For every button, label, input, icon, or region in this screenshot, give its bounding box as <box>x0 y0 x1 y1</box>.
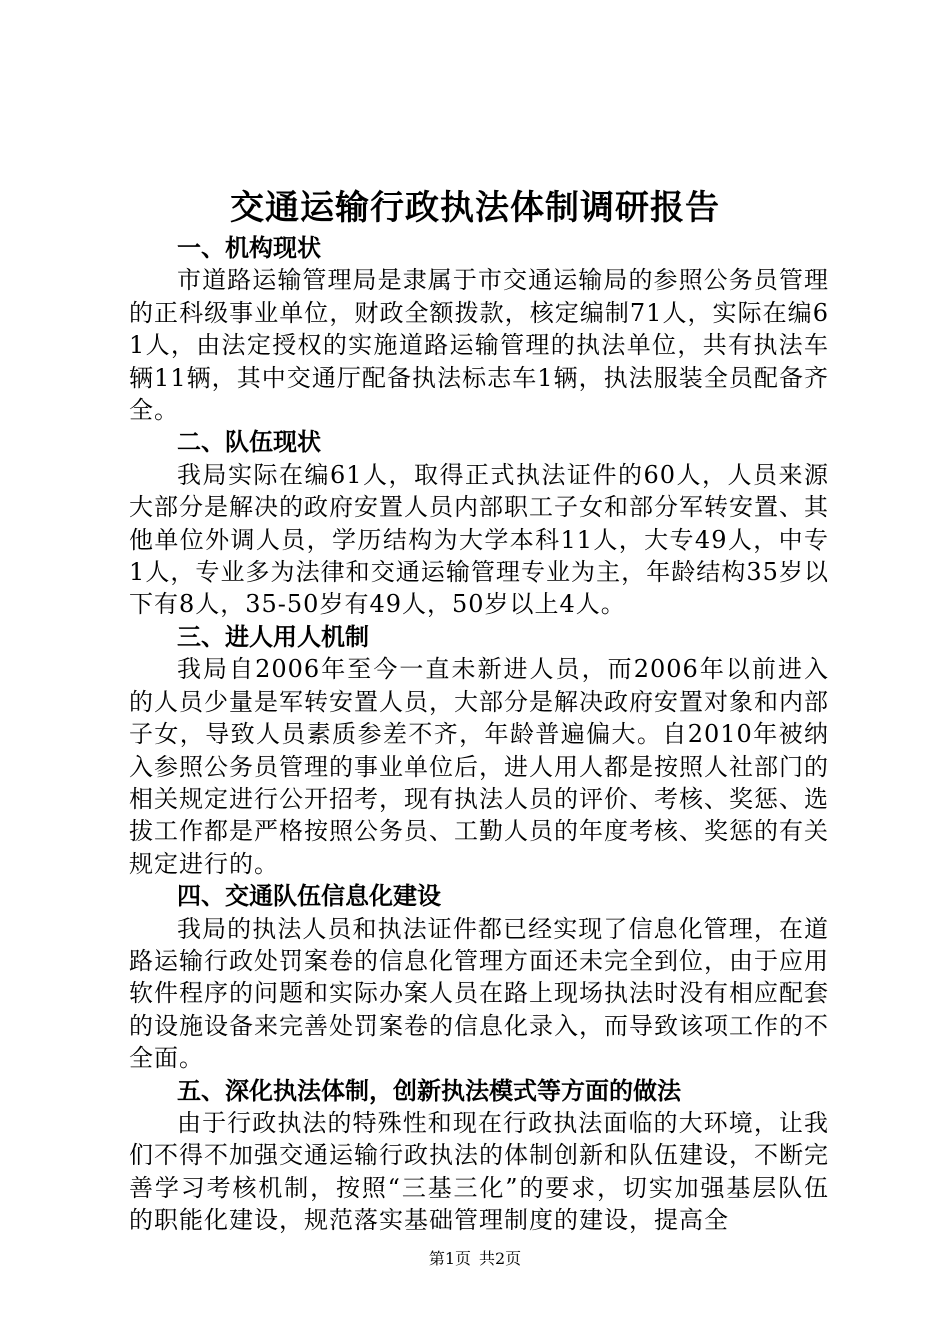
section-1 <box>129 232 829 426</box>
page-total: 共2页 <box>479 1249 522 1268</box>
page-number: 第1页 <box>428 1249 471 1268</box>
section-5 <box>129 1075 829 1237</box>
section-paragraph: 我局实际在编61人，取得正式执法证件的60人，人员来源大部分是解决的政府安置人员内部职工子女和部分军转安置、其他单位外调人员，学历结构为大学本科11人，大专49人，中专1人，专业多为法律和交通运输管理专业为主，年龄结构35岁以下有8人，35-50岁有49人，50岁以上4人。 <box>129 460 829 619</box>
section-2 <box>129 426 829 620</box>
document-title: 交通运输行政执法体制调研报告 <box>230 188 720 228</box>
section-heading: 三、进人用人机制 <box>177 622 369 651</box>
section-heading: 四、交通队伍信息化建设 <box>177 882 441 911</box>
section-paragraph: 我局的执法人员和执法证件都已经实现了信息化管理，在道路运输行政处罚案卷的信息化管理方面还未完全到位，由于应用软件程序的问题和实际办案人员在路上现场执法时没有相应配套的设施设备来完善处罚案卷的信息化录入，而导致该项工作的不全面。 <box>129 914 829 1073</box>
section-paragraph: 由于行政执法的特殊性和现在行政执法面临的大环境，让我们不得不加强交通运输行政执法的体制创新和队伍建设，不断完善学习考核机制，按照“三基三化”的要求，切实加强基层队伍的职能化建设，规范落实基础管理制度的建设，提高全 <box>129 1108 829 1235</box>
section-heading: 二、队伍现状 <box>177 428 321 457</box>
section-heading: 五、深化执法体制，创新执法模式等方面的做法 <box>177 1076 681 1105</box>
section-paragraph: 我局自2006年至今一直未新进人员，而2006年以前进入的人员少量是军转安置人员，大部分是解决政府安置对象和内部子女，导致人员素质参差不齐，年龄普遍偏大。自2010年被纳入参照公务员管理的事业单位后，进人用人都是按照人社部门的相关规定进行公开招考，现有执法人员的评价、考核、奖惩、选拔工作都是严格按照公务员、工勤人员的年度考核、奖惩的有关规定进行的。 <box>129 655 829 878</box>
section-heading: 一、机构现状 <box>177 234 321 262</box>
page-footer <box>0 1248 950 1270</box>
document-body <box>129 232 829 1237</box>
section-3 <box>129 621 829 880</box>
section-paragraph: 市道路运输管理局是隶属于市交通运输局的参照公务员管理的正科级事业单位，财政全额拨款，核定编制71人，实际在编61人，由法定授权的实施道路运输管理的执法单位，共有执法车辆11辆，其中交通厅配备执法标志车1辆，执法服装全员配备齐全。 <box>129 266 829 425</box>
section-4 <box>129 880 829 1074</box>
